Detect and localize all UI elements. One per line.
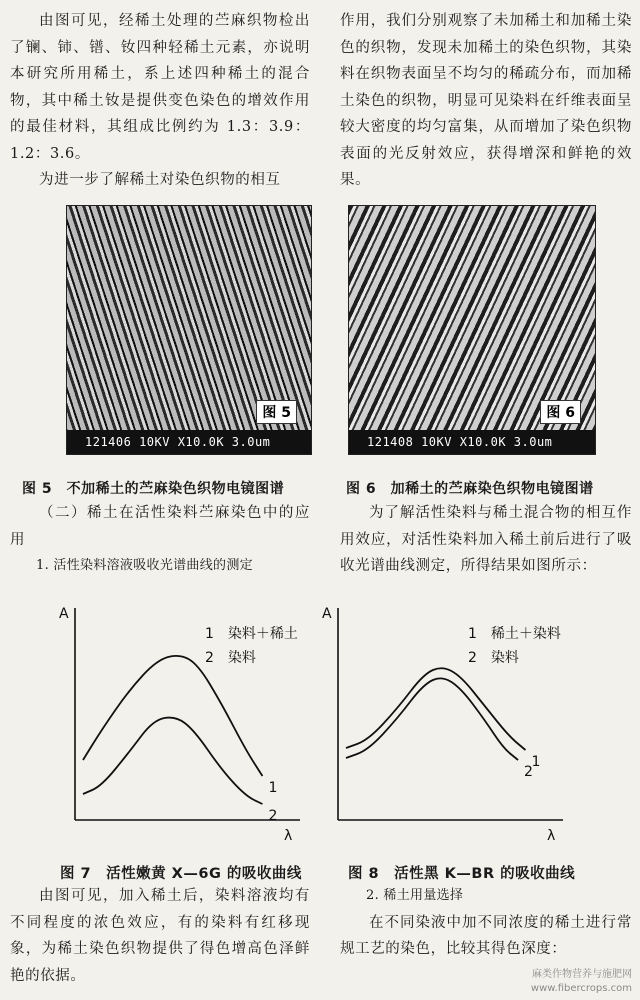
figure-caption-8: 图 8 活性黑 K—BR 的吸收曲线 <box>348 866 576 882</box>
paragraph: 在不同染液中加不同浓度的稀土进行常规工艺的染色，比较其得色深度： <box>340 914 632 957</box>
paragraph: 为了解活性染料与稀土混合物的相互作用效应，对活性染料加入稀土前后进行了吸收光谱曲线测定，所得结果如图所示： <box>340 505 632 574</box>
left-column-top <box>10 8 310 194</box>
subsection-heading: 1. 活性染料溶液吸收光谱曲线的测定 <box>36 558 253 573</box>
paragraph: 为进一步了解稀土对染色织物的相互 <box>39 172 281 188</box>
micrograph-scale-bar: 121408 10KV X10.0K 3.0um <box>349 430 595 454</box>
watermark <box>531 968 632 996</box>
series-label: 2 <box>524 764 533 780</box>
left-column-mid <box>10 500 310 580</box>
right-column-bottom <box>340 883 632 963</box>
figure-tag: 图 5 <box>256 400 297 424</box>
y-axis-label: A <box>59 606 69 622</box>
series-line-1 <box>83 656 262 776</box>
series-label: 1 <box>531 754 541 770</box>
absorption-chart-fig7 <box>55 592 305 852</box>
right-column-mid <box>340 500 632 580</box>
micrograph-fig6 <box>348 205 596 455</box>
watermark-line: www.fibercrops.com <box>530 983 632 994</box>
paragraph: 作用，我们分别观察了未加稀土和加稀土染色的织物，发现未加稀土的染色织物，其染料在织物表面呈不均匀的稀疏分布，而加稀土染色的织物，明显可见染料在纤维表面呈较大密度的均匀富集，从而增加了染色织物表面的光反射效应，获得增深和鲜艳的效果。 <box>340 13 632 188</box>
y-axis-label: A <box>322 606 332 622</box>
figure-caption-6: 图 6 加稀土的苎麻染色织物电镜图谱 <box>346 481 594 497</box>
right-column-top <box>340 8 632 194</box>
series-label: 1 <box>268 780 278 796</box>
legend-entry: 1 稀土＋染料 <box>468 626 561 642</box>
figure-tag: 图 6 <box>540 400 581 424</box>
subsection-heading: 2. 稀土用量选择 <box>366 888 464 903</box>
section-heading: （二）稀土在活性染料苎麻染色中的应用 <box>10 505 310 548</box>
x-axis-label: λ <box>284 828 293 844</box>
paragraph: 由图可见，加入稀土后，染料溶液均有不同程度的浓色效应，有的染料有红移现象，为稀土染色织物提供了得色增高色泽鲜艳的依据。 <box>10 888 310 984</box>
series-label: 2 <box>268 808 278 824</box>
paragraph: 由图可见，经稀土处理的苎麻织物检出了镧、铈、镨、钕四种轻稀土元素，亦说明本研究所用稀土，系上述四种稀土的混合物，其中稀土钕是提供变色染色的增效作用的最佳材料，其组成比例约为 1.3：3.9：1.2：3.6。 <box>10 13 310 162</box>
left-column-bottom <box>10 883 310 989</box>
watermark-line: 麻类作物营养与施肥网 <box>532 969 632 980</box>
micrograph-scale-bar: 121406 10KV X10.0K 3.0um <box>67 430 311 454</box>
figure-caption-5: 图 5 不加稀土的苎麻染色织物电镜图谱 <box>22 481 285 497</box>
micrograph-fig5 <box>66 205 312 455</box>
x-axis-label: λ <box>547 828 556 844</box>
figure-caption-7: 图 7 活性嫩黄 X—6G 的吸收曲线 <box>60 866 302 882</box>
series-line-1 <box>346 668 525 750</box>
absorption-chart-fig8 <box>318 592 568 852</box>
legend-entry: 1 染料＋稀土 <box>205 626 298 642</box>
legend-entry: 2 染料 <box>205 650 256 666</box>
series-line-2 <box>346 678 518 760</box>
legend-entry: 2 染料 <box>468 650 519 666</box>
